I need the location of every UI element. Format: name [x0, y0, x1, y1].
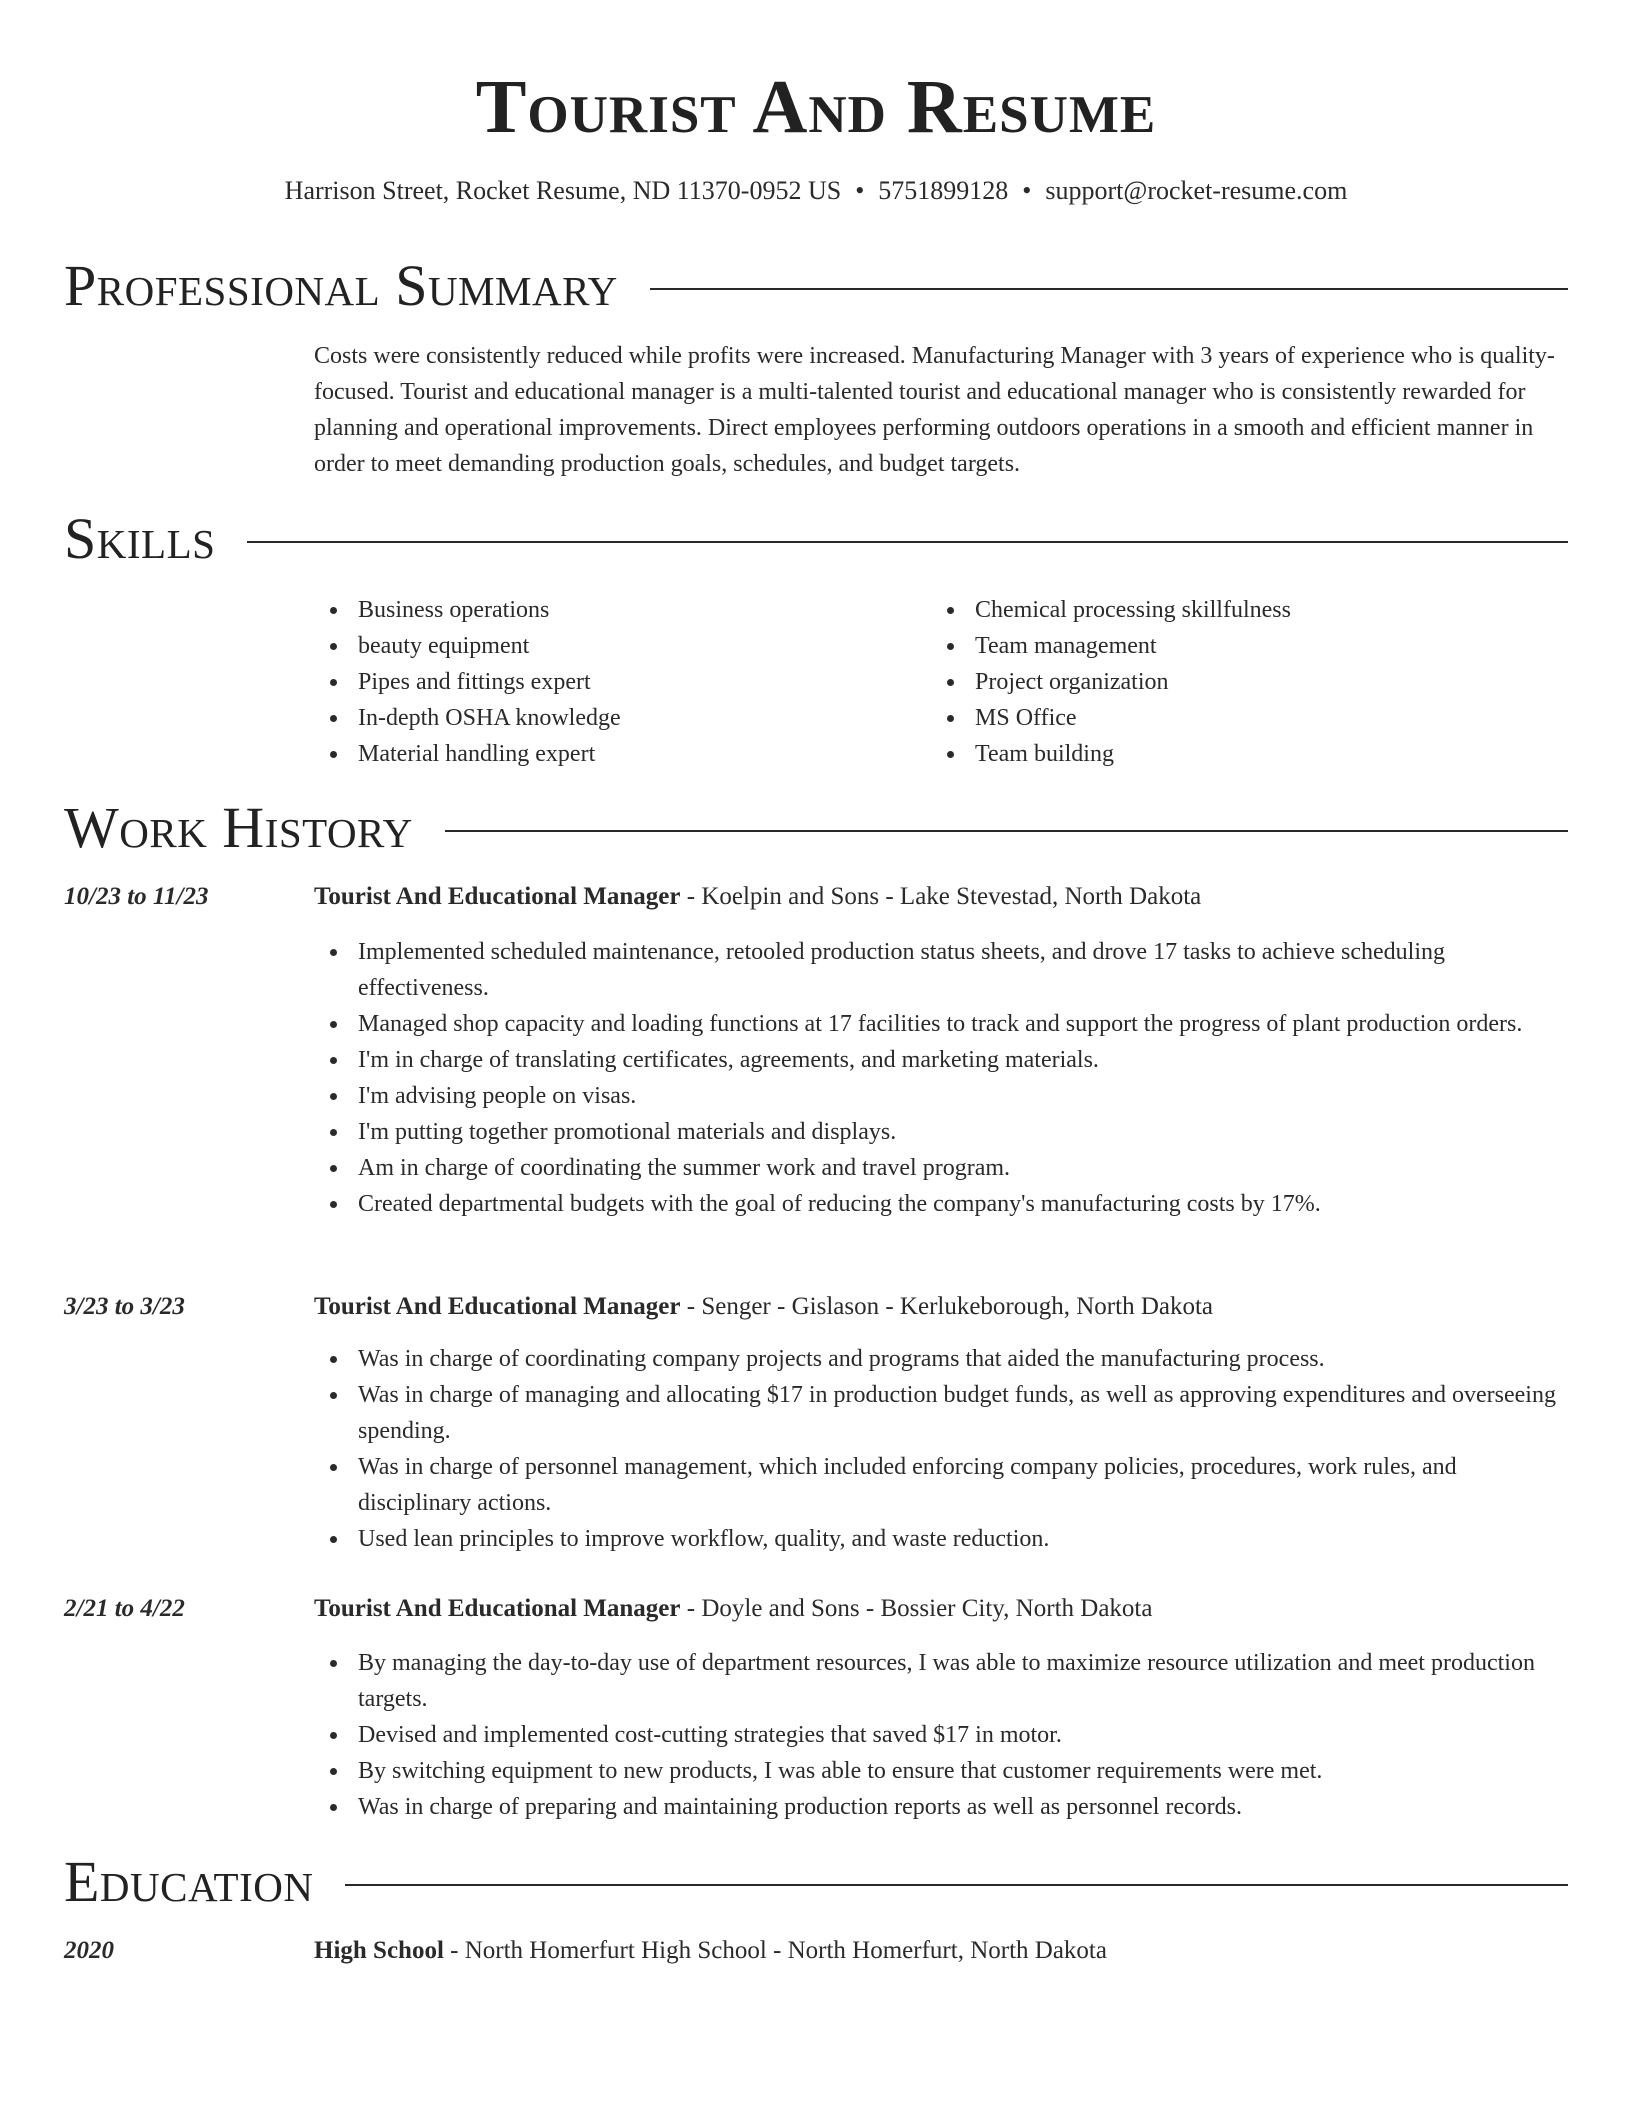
education-entry — [314, 1934, 1568, 1968]
job-bullet: I'm in charge of translating certificates, agreements, and marketing materials. — [314, 1042, 1568, 1078]
job-title: Tourist And Educational Manager — [314, 1595, 681, 1622]
contact-email: support@rocket-resume.com — [1045, 176, 1348, 205]
contact-phone: 5751899128 — [878, 176, 1009, 205]
job-bullet: Am in charge of coordinating the summer work and travel program. — [314, 1150, 1568, 1186]
work-section-header — [64, 796, 1568, 860]
work-heading: Work History — [64, 795, 413, 860]
job-bullet: Was in charge of coordinating company projects and programs that aided the manufacturing process. — [314, 1341, 1568, 1377]
education-degree: High School — [314, 1937, 444, 1964]
education-heading: Education — [64, 1849, 314, 1914]
section-divider — [247, 541, 1568, 543]
education-school-location: - North Homerfurt High School - North Homerfurt, North Dakota — [443, 1937, 1107, 1964]
job-heading — [314, 1290, 1568, 1324]
contact-address: Harrison Street, Rocket Resume, ND 11370-0952 US — [284, 176, 842, 205]
skills-section-header — [64, 507, 1568, 571]
skill-item: Business operations — [314, 592, 931, 628]
skills-left-column — [314, 592, 931, 772]
job-dates: 10/23 to 11/23 — [64, 883, 209, 910]
job-bullet: Managed shop capacity and loading functions at 17 facilities to track and support the progress of plant production orders. — [314, 1006, 1568, 1042]
summary-heading: Professional Summary — [64, 253, 618, 318]
skill-item: Project organization — [931, 664, 1548, 700]
skill-item: beauty equipment — [314, 628, 931, 664]
contact-separator: • — [855, 176, 865, 205]
summary-text: Costs were consistently reduced while profits were increased. Manufacturing Manager with 3 years of experience who is quality-focused. Tourist and educational manager is a multi-talented tourist and educational manager who is consistently rewarded for planning and operational improvements. Direct employees performing outdoors operations in a smooth and efficient manner in order to meet demanding production goals, schedules, and budget targets. — [314, 343, 1555, 477]
job-employer-location: - Senger - Gislason - Kerlukeborough, North Dakota — [680, 1293, 1214, 1320]
education-year: 2020 — [64, 1937, 114, 1964]
contact-separator: • — [1022, 176, 1032, 205]
job-bullet: Created departmental budgets with the goal of reducing the company's manufacturing costs by 17%. — [314, 1186, 1568, 1222]
skills-heading: Skills — [64, 506, 216, 571]
job-bullet: I'm putting together promotional materials and displays. — [314, 1114, 1568, 1150]
job-bullet: By switching equipment to new products, I was able to ensure that customer requirements were met. — [314, 1753, 1568, 1789]
job-bullet: I'm advising people on visas. — [314, 1078, 1568, 1114]
job-bullet: Devised and implemented cost-cutting strategies that saved $17 in motor. — [314, 1717, 1568, 1753]
job-title: Tourist And Educational Manager — [314, 1293, 681, 1320]
job-bullet: Used lean principles to improve workflow, quality, and waste reduction. — [314, 1521, 1568, 1557]
education-section-header — [64, 1850, 1568, 1914]
resume-name: Tourist And Resume — [475, 65, 1157, 149]
skill-item: MS Office — [931, 700, 1548, 736]
skill-item: Material handling expert — [314, 736, 931, 772]
skills-columns — [314, 592, 1568, 772]
job-bullet: By managing the day-to-day use of department resources, I was able to maximize resource utilization and meet production targets. — [314, 1645, 1568, 1717]
job-heading — [314, 1592, 1568, 1626]
job-bullet: Implemented scheduled maintenance, retooled production status sheets, and drove 17 tasks to achieve scheduling effectiveness. — [314, 934, 1568, 1006]
skill-item: Team management — [931, 628, 1548, 664]
summary-section-header — [64, 254, 1568, 318]
section-divider — [345, 1884, 1568, 1886]
job-bullets — [314, 934, 1568, 1222]
job-employer-location: - Doyle and Sons - Bossier City, North Dakota — [680, 1595, 1153, 1622]
job-bullet: Was in charge of personnel management, which included enforcing company policies, procedures, work rules, and disciplinary actions. — [314, 1449, 1568, 1521]
skill-item: Chemical processing skillfulness — [931, 592, 1548, 628]
job-bullet: Was in charge of managing and allocating $17 in production budget funds, as well as approving expenditures and overseeing spending. — [314, 1377, 1568, 1449]
contact-line — [0, 174, 1632, 208]
job-bullets — [314, 1645, 1568, 1825]
skill-item: In-depth OSHA knowledge — [314, 700, 931, 736]
job-heading — [314, 880, 1568, 914]
section-divider — [445, 830, 1568, 832]
job-title: Tourist And Educational Manager — [314, 883, 681, 910]
section-divider — [650, 288, 1568, 290]
job-employer-location: - Koelpin and Sons - Lake Stevestad, North Dakota — [680, 883, 1202, 910]
job-bullets — [314, 1341, 1568, 1557]
job-bullet: Was in charge of preparing and maintaining production reports as well as personnel records. — [314, 1789, 1568, 1825]
skills-right-column — [931, 592, 1548, 772]
skill-item: Team building — [931, 736, 1548, 772]
job-dates: 3/23 to 3/23 — [64, 1293, 185, 1320]
skill-item: Pipes and fittings expert — [314, 664, 931, 700]
job-dates: 2/21 to 4/22 — [64, 1595, 185, 1622]
